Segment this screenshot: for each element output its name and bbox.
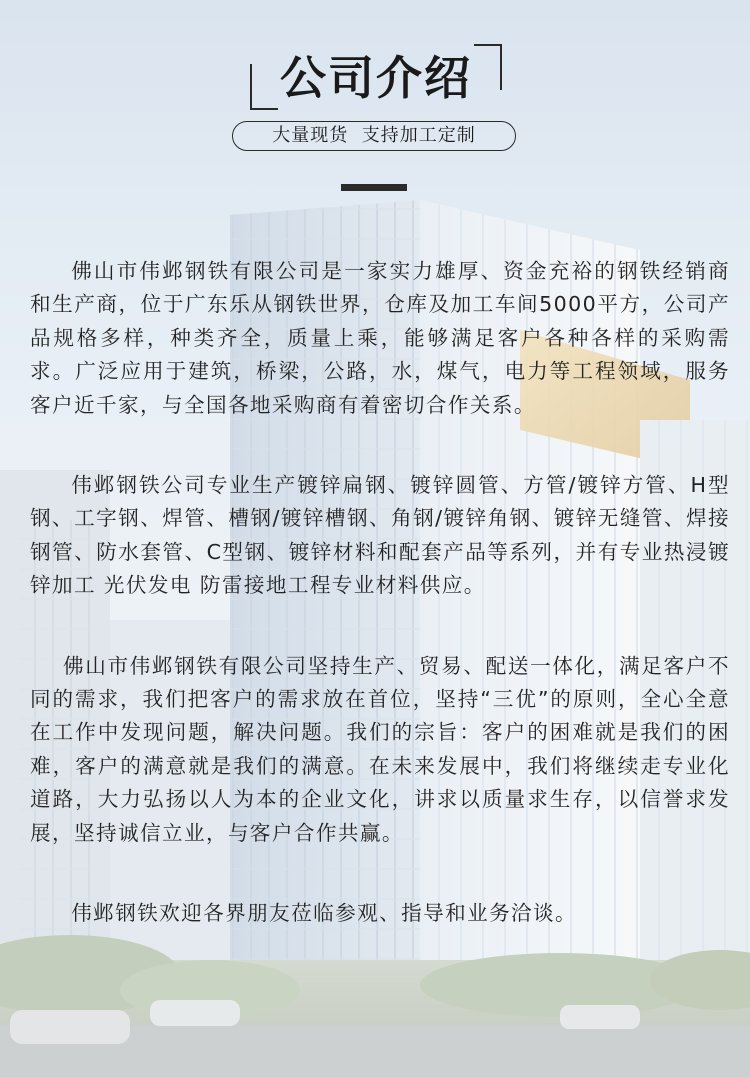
page-title: 公司介绍	[280, 51, 472, 105]
paragraph-welcome: 伟邺钢铁欢迎各界朋友莅临参观、指导和业务洽谈。	[71, 901, 578, 926]
title-block	[250, 44, 502, 110]
paragraph-philosophy: 佛山市伟邺钢铁有限公司坚持生产、贸易、配送一体化，满足客户不同的需求，我们把客户的需求放在首位，坚持“三优”的原则，全心全意在工作中发现问题，解决问题。我们的宗旨：客户的困难就是我们的困难，客户的满意就是我们的满意。在未来发展中，我们将继续走专业化道路，大力弘扬以人为本的企业文化，讲求以质量求生存，以信誉求发展，坚持诚信立业，与客户合作共赢。	[30, 653, 730, 845]
divider-bar	[341, 184, 407, 191]
paragraph-company-overview: 佛山市伟邺钢铁有限公司是一家实力雄厚、资金充裕的钢铁经销商和生产商，位于广东乐从钢铁世界，仓库及加工车间5000平方，公司产品规格多样，种类齐全，质量上乘，能够满足客户各种各样的采购需求。广泛应用于建筑，桥梁，公路，水，煤气，电力等工程领域，服务客户近千家，与全国各地采购商有着密切合作关系。	[30, 259, 730, 417]
subtitle-pill: 大量现货 支持加工定制	[232, 121, 516, 151]
paragraph-products: 伟邺钢铁公司专业生产镀锌扁钢、镀锌圆管、方管/镀锌方管、H型钢、工字钢、焊管、槽钢/镀锌槽钢、角钢/镀锌角钢、镀锌无缝管、焊接钢管、防水套管、C型钢、镀锌材料和配套产品等系列，并有专业热浸镀锌加工 光伏发电 防雷接地工程专业材料供应。	[30, 473, 730, 598]
company-description	[30, 255, 730, 931]
